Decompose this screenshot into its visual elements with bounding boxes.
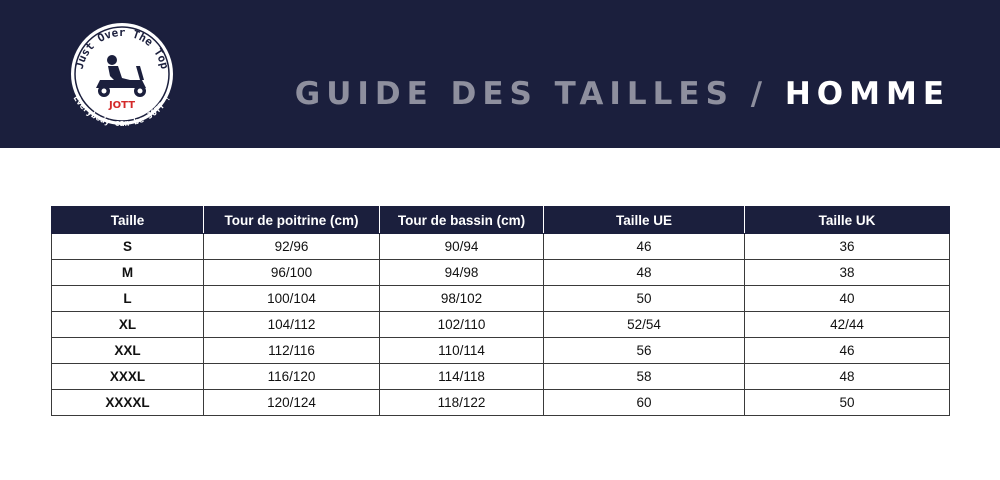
logo-arc-bottom-text: Everybody can be JOTT ! bbox=[70, 93, 174, 129]
uk-size-cell: 50 bbox=[745, 390, 950, 416]
column-header-tour-de-bassin: Tour de bassin (cm) bbox=[380, 207, 544, 234]
jott-logo bbox=[56, 14, 188, 138]
hip-cell: 98/102 bbox=[380, 286, 544, 312]
chest-cell: 104/112 bbox=[204, 312, 380, 338]
uk-size-cell: 48 bbox=[745, 364, 950, 390]
table-header-row bbox=[52, 207, 950, 234]
hip-cell: 110/114 bbox=[380, 338, 544, 364]
hip-cell: 102/110 bbox=[380, 312, 544, 338]
chest-cell: 120/124 bbox=[204, 390, 380, 416]
size-cell: L bbox=[52, 286, 204, 312]
uk-size-cell: 46 bbox=[745, 338, 950, 364]
size-table bbox=[51, 206, 950, 416]
table-row bbox=[52, 364, 950, 390]
eu-size-cell: 52/54 bbox=[544, 312, 745, 338]
uk-size-cell: 42/44 bbox=[745, 312, 950, 338]
column-header-taille-uk: Taille UK bbox=[745, 207, 950, 234]
title-separator: / bbox=[750, 76, 769, 112]
column-header-taille-ue: Taille UE bbox=[544, 207, 745, 234]
size-cell: XL bbox=[52, 312, 204, 338]
chest-cell: 100/104 bbox=[204, 286, 380, 312]
page-title bbox=[295, 72, 950, 116]
logo-badge-text: JOTT bbox=[108, 100, 136, 111]
hip-cell: 94/98 bbox=[380, 260, 544, 286]
eu-size-cell: 58 bbox=[544, 364, 745, 390]
column-header-tour-de-poitrine: Tour de poitrine (cm) bbox=[204, 207, 380, 234]
size-cell: M bbox=[52, 260, 204, 286]
eu-size-cell: 48 bbox=[544, 260, 745, 286]
eu-size-cell: 50 bbox=[544, 286, 745, 312]
chest-cell: 116/120 bbox=[204, 364, 380, 390]
chest-cell: 92/96 bbox=[204, 234, 380, 260]
hip-cell: 90/94 bbox=[380, 234, 544, 260]
uk-size-cell: 38 bbox=[745, 260, 950, 286]
header-banner bbox=[0, 0, 1000, 148]
title-guide-text: GUIDE DES TAILLES bbox=[294, 76, 734, 112]
table-row bbox=[52, 234, 950, 260]
table-row bbox=[52, 286, 950, 312]
chest-cell: 112/116 bbox=[204, 338, 380, 364]
uk-size-cell: 40 bbox=[745, 286, 950, 312]
eu-size-cell: 46 bbox=[544, 234, 745, 260]
table-row bbox=[52, 260, 950, 286]
eu-size-cell: 60 bbox=[544, 390, 745, 416]
hip-cell: 118/122 bbox=[380, 390, 544, 416]
table-row bbox=[52, 390, 950, 416]
table-row bbox=[52, 312, 950, 338]
chest-cell: 96/100 bbox=[204, 260, 380, 286]
uk-size-cell: 36 bbox=[745, 234, 950, 260]
size-cell: XXXXL bbox=[52, 390, 204, 416]
hip-cell: 114/118 bbox=[380, 364, 544, 390]
size-cell: XXL bbox=[52, 338, 204, 364]
title-homme-text: HOMME bbox=[784, 76, 950, 112]
table-row bbox=[52, 338, 950, 364]
logo-arc-top-text: Just Over The Top bbox=[72, 26, 172, 71]
eu-size-cell: 56 bbox=[544, 338, 745, 364]
size-cell: XXXL bbox=[52, 364, 204, 390]
size-cell: S bbox=[52, 234, 204, 260]
column-header-taille: Taille bbox=[52, 207, 204, 234]
